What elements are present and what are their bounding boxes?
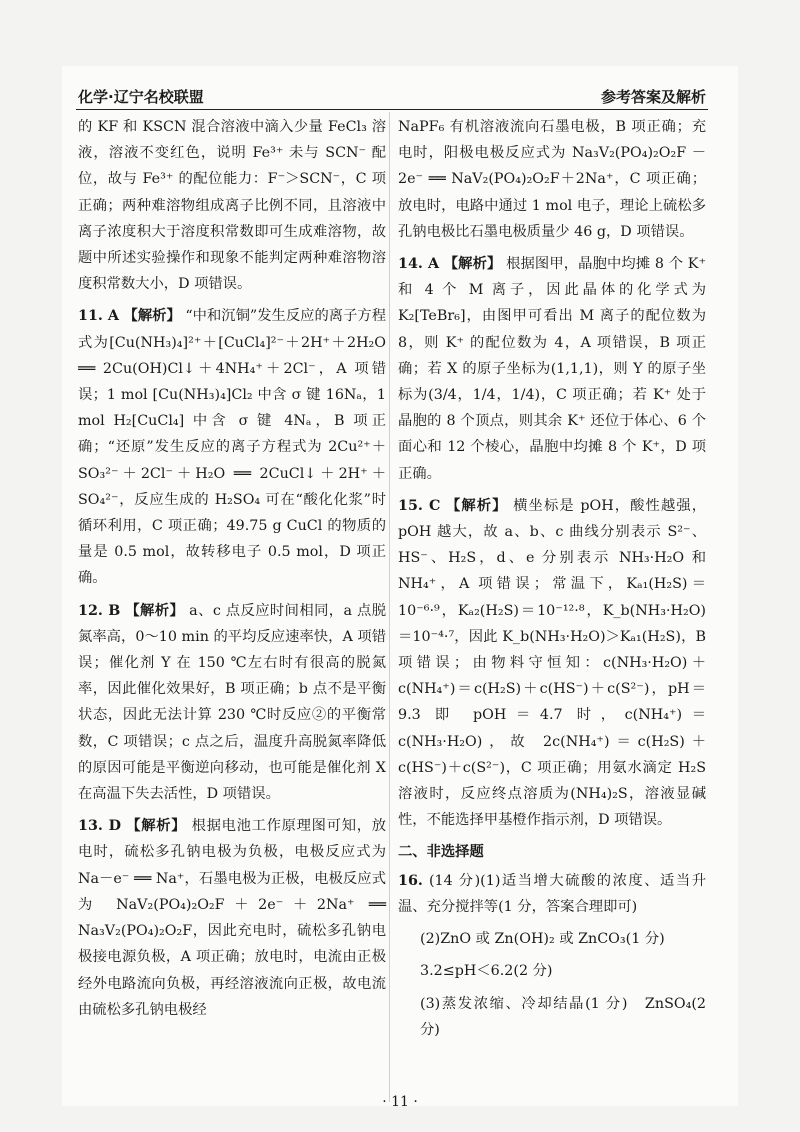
page-header: [78, 84, 706, 110]
analysis-tag: 【解析】: [443, 256, 502, 273]
answer-body: (14 分)(1)适当增大硫酸的浓度、适当升温、充分搅拌等(1 分，答案合理即可): [398, 872, 706, 915]
answer-12: [78, 598, 386, 808]
analysis-tag: 【解析】: [445, 497, 508, 514]
answer-number: 13. D: [78, 818, 121, 835]
answer-11: [78, 303, 386, 591]
answer-13: [78, 813, 386, 1023]
answer-body: 根据图甲，晶胞中均摊 8 个 K⁺ 和 4 个 M 离子，因此晶体的化学式为 K₂[TeBr₆]，由图甲可看出 M 离子的配位数为 8，则 K⁺ 的配位数为 4，A 项错误，B 项正确；若 X 的原子坐标为(1,1,1)，则 Y 的原子坐标为(3/4，1/4，1/4)，C 项正确；若 K⁺ 处于晶胞的 8 个顶点，则其余 K⁺ 还位于体心、6 个面心和 12 个棱心，晶胞中均摊 8 个 K⁺，D 项正确。: [398, 256, 707, 482]
answer-body: NaPF₆ 有机溶液流向石墨电极，B 项正确；充电时，阳极电极反应式为 Na₃V₂(PO₄)₂O₂F － 2e⁻ ══ NaV₂(PO₄)₂O₂F＋2Na⁺，C 项正确；放电时，电路中通过 1 mol 电子，理论上硫松多孔钠电极比石墨电极质量少 46 g，D 项错误。: [398, 119, 706, 240]
answer-body: 根据电池工作原理图可知，放电时，硫松多孔钠电极为负极，电极反应式为 Na－e⁻ ══ Na⁺，石墨电极为正极，电极反应式为 NaV₂(PO₄)₂O₂F＋2e⁻＋2Na⁺ ══ Na₃V₂(PO₄)₂O₂F，因此充电时，硫松多孔钠电极接电源负极，A 项正确；放电时，电流由正极经外电路流向负极，再经溶液流向正极，故电流由硫松多孔钠电极经: [78, 818, 387, 1018]
analysis-tag: 【解析】: [123, 308, 181, 325]
header-rule: [76, 109, 708, 110]
answer-number: 11. A: [78, 308, 119, 325]
answer-15: [398, 493, 706, 834]
header-left-title: 化学·辽宁名校联盟: [78, 88, 204, 106]
answer-16: [398, 868, 706, 920]
column-divider: [389, 112, 390, 1102]
answer-body: 横坐标是 pOH，酸性越强，pOH 越大，故 a、b、c 曲线分别表示 S²⁻、HS⁻、H₂S，d、e 分别表示 NH₃·H₂O 和 NH₄⁺，A 项错误；常温下，Kₐ₁(H₂S)＝10⁻⁶·⁹，Kₐ₂(H₂S)＝10⁻¹²·⁸，K_b(NH₃·H₂O)＝10⁻⁴·⁷，因此 K_b(NH₃·H₂O)＞Kₐ₁(H₂S)，B 项错误；由物料守恒知：c(NH₃·H₂O)＋c(NH₄⁺)＝c(H₂S)＋c(HS⁻)＋c(S²⁻)，pH＝9.3 即 pOH＝4.7 时，c(NH₄⁺)＝c(NH₃·H₂O)，故 2c(NH₄⁺)＝c(H₂S)＋c(HS⁻)＋c(S²⁻)，C 项正确；用氨水滴定 H₂S 溶液时，反应终点溶质为(NH₄)₂S，溶液显碱性，不能选择甲基橙作指示剂，D 项错误。: [398, 497, 707, 829]
continued-body: 的 KF 和 KSCN 混合溶液中滴入少量 FeCl₃ 溶液，溶液不变红色，说明 Fe³⁺ 未与 SCN⁻ 配位，故与 Fe³⁺ 的配位能力：F⁻＞SCN⁻，C 项正确；两种难溶物组成离子比例不同，且溶液中离子浓度积大于溶度积常数即可生成难溶物，故题中所述实验操作和现象不能判定两种难溶物溶度积常数大小，D 项错误。: [78, 119, 386, 293]
answer-14: [398, 251, 706, 487]
analysis-tag: 【解析】: [126, 818, 187, 835]
answer-body: “中和沉铜”发生反应的离子方程式为[Cu(NH₃)₄]²⁺＋[CuCl₄]²⁻＋2H⁺＋2H₂O ══ 2Cu(OH)Cl↓＋4NH₄⁺＋2Cl⁻，A 项错误；1 mol [Cu(NH₃)₄]Cl₂ 中含 σ 键 16Nₐ，1 mol H₂[CuCl₄] 中含 σ 键 4Nₐ，B 项正确；“还原”发生反应的离子方程式为 2Cu²⁺＋SO₃²⁻＋2Cl⁻＋H₂O ══ 2CuCl↓＋2H⁺＋SO₄²⁻，反应生成的 H₂SO₄ 可在“酸化化浆”时循环利用，C 项正确；49.75 g CuCl 的物质的量是 0.5 mol，故转移电子 0.5 mol，D 项正确。: [78, 308, 387, 587]
answer-16-part2: (2)ZnO 或 Zn(OH)₂ 或 ZnCO₃(1 分): [420, 931, 665, 948]
answer-number: 16.: [398, 872, 423, 889]
answer-number: 12. B: [78, 602, 121, 619]
section-heading: 二、非选择题: [398, 844, 484, 861]
answer-number: 14. A: [398, 256, 440, 273]
left-column: [78, 114, 386, 1029]
continued-text: [78, 114, 386, 297]
answer-body: a、c 点反应时间相同，a 点脱氮率高，0～10 min 的平均反应速率快，A 项错误；催化剂 Y 在 150 ℃左右时有很高的脱氮率，因此催化效果好，B 项正确；b 点不是平衡状态，因此无法计算 230 ℃时反应②的平衡常数，C 项错误；c 点之后，温度升高脱氮率降低的原因可能是平衡逆向移动，也可能是催化剂 X 在高温下失去活性，D 项错误。: [78, 602, 386, 803]
right-column: [398, 114, 706, 1049]
answer-16-ph-range: 3.2≤pH＜6.2(2 分): [420, 963, 553, 980]
answer-number: 15. C: [398, 497, 441, 514]
header-right-title: 参考答案及解析: [600, 88, 706, 106]
page-number: · 11 ·: [382, 1094, 418, 1110]
analysis-tag: 【解析】: [125, 602, 185, 619]
answer-13-continued: [398, 114, 706, 245]
answer-16-part3: (3)蒸发浓缩、冷却结晶(1 分) ZnSO₄(2 分): [420, 995, 706, 1038]
